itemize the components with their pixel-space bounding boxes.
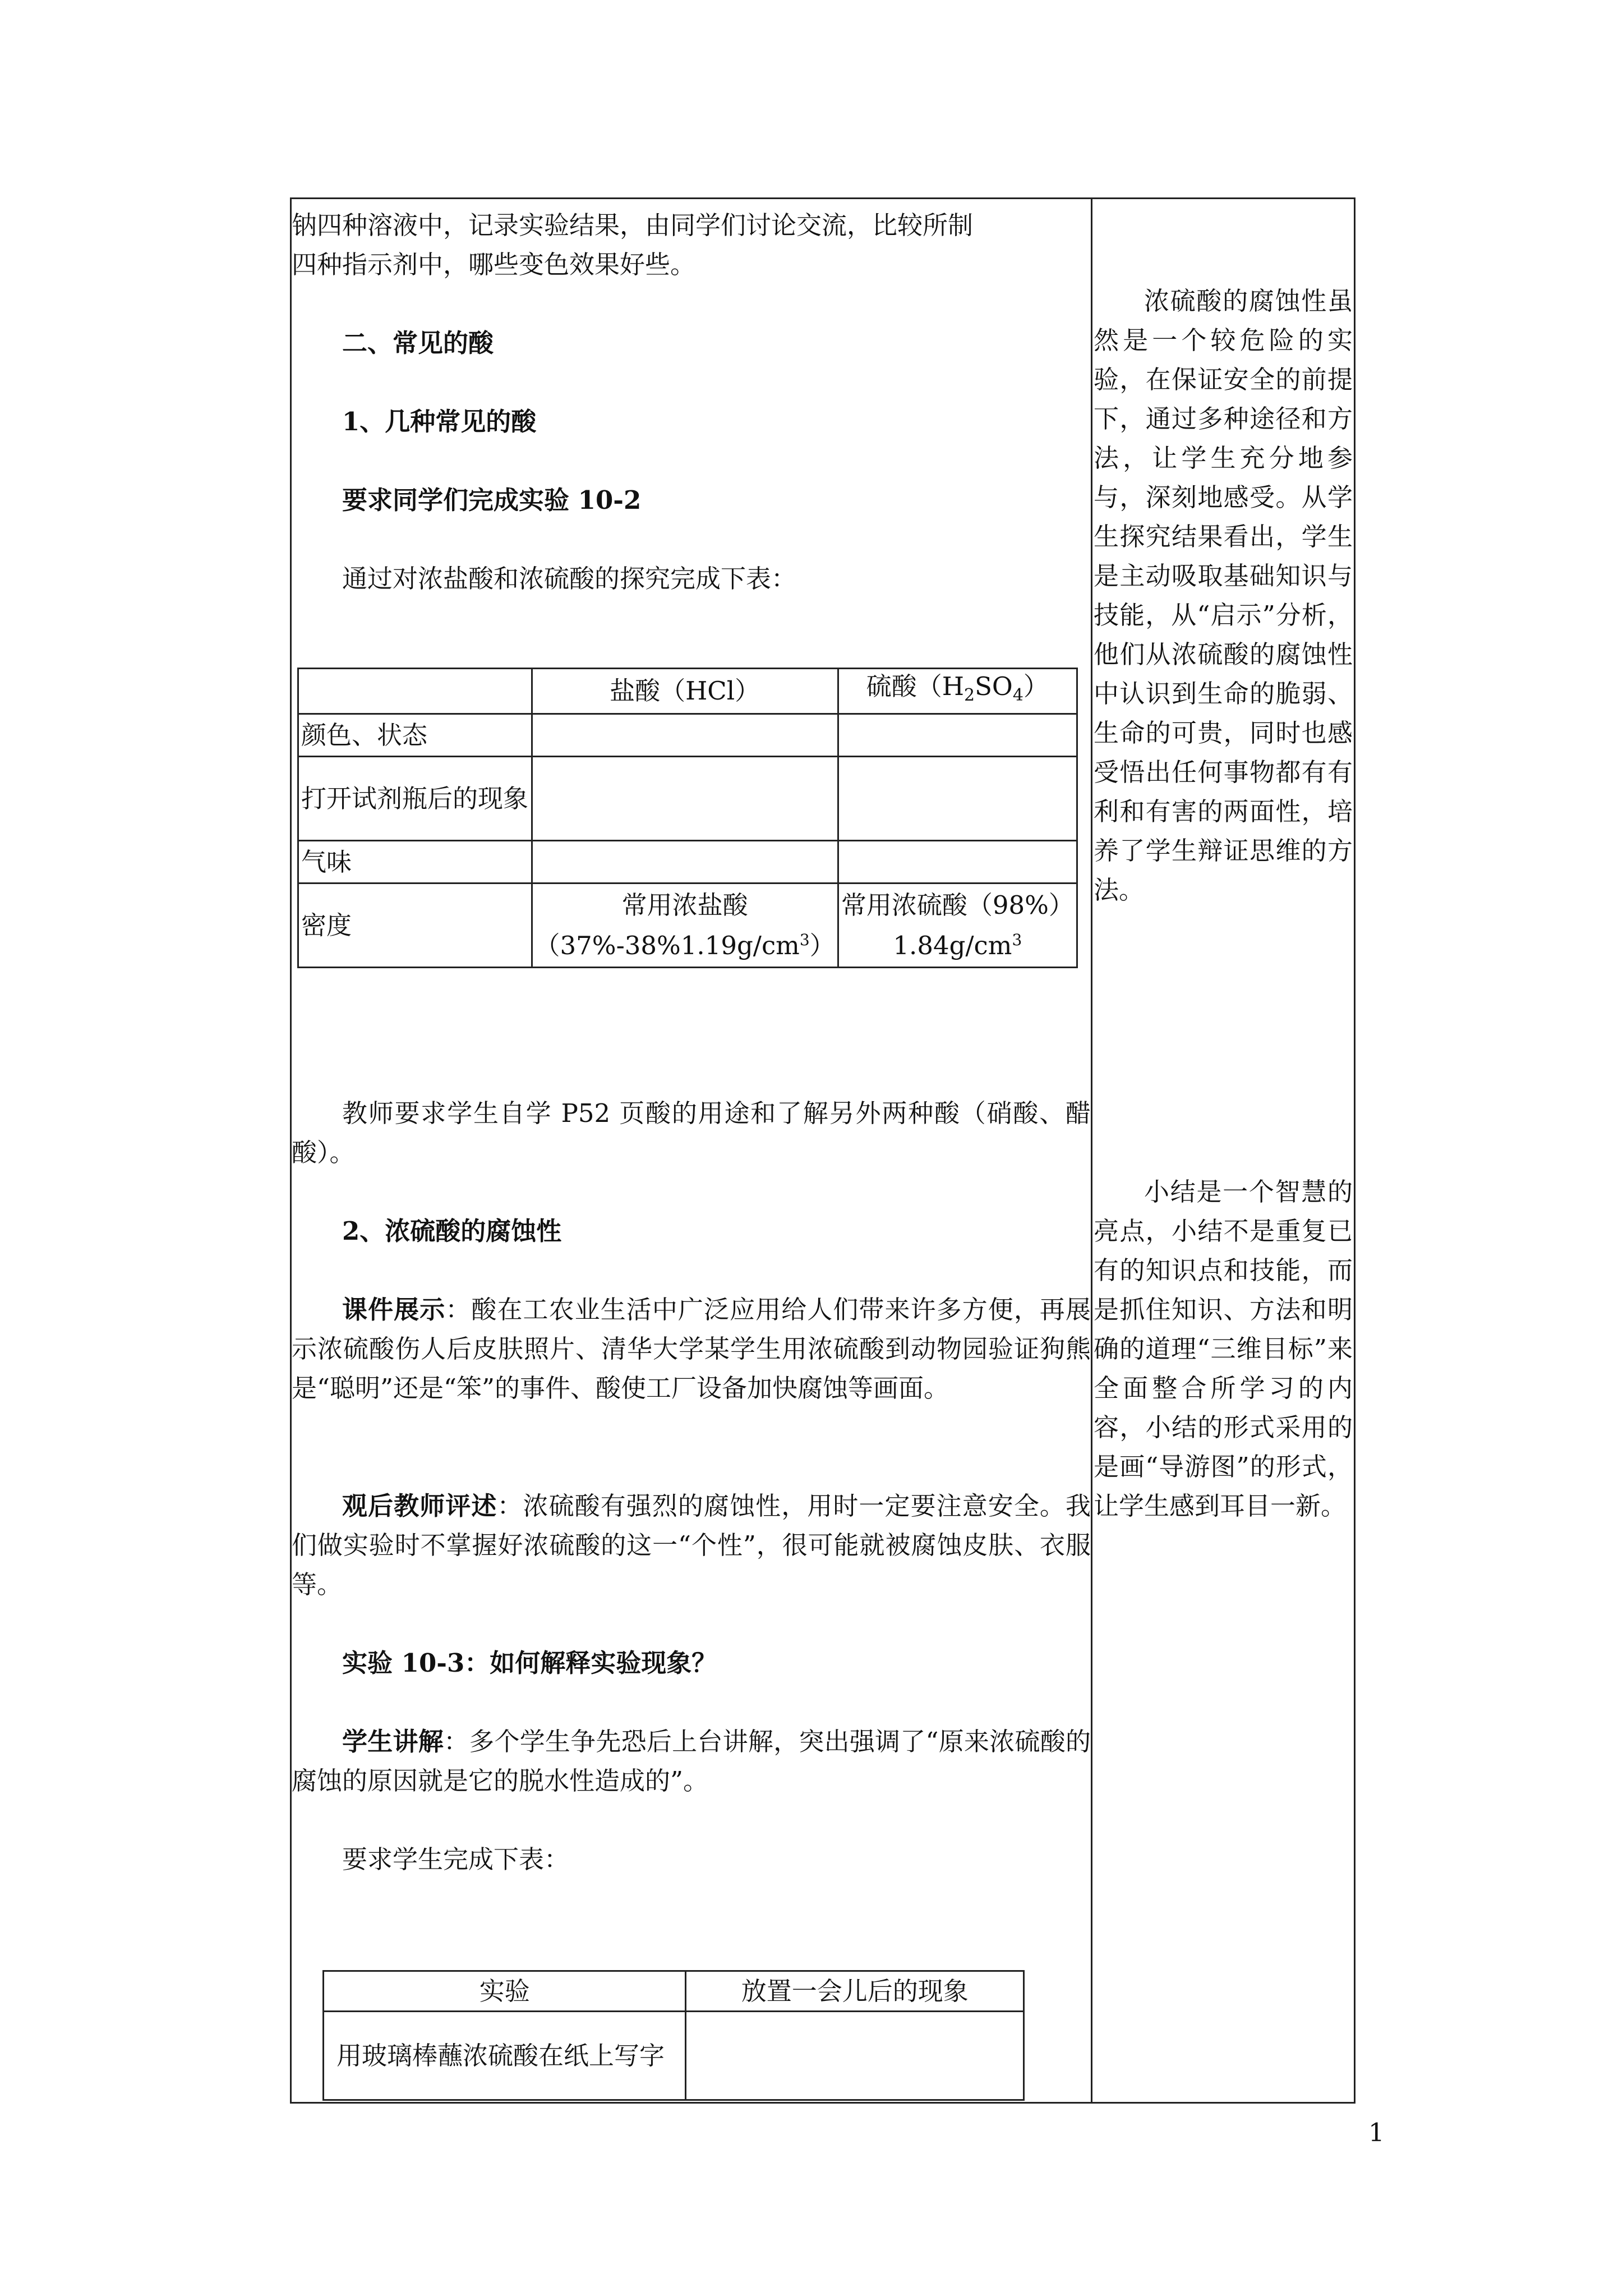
teacher-comment-paragraph: 观后教师评述：浓硫酸有强烈的腐蚀性，用时一定要注意安全。我们做实验时不掌握好浓硫酸的这一“个性”，很可能就被腐蚀皮肤、衣服等。 [292, 1491, 1091, 1599]
table-cell-empty [838, 757, 1077, 841]
table-row [298, 669, 1077, 714]
subsection-corrosiveness: 2、浓硫酸的腐蚀性 [342, 1216, 562, 1246]
experiment-10-3: 实验 10-3：如何解释实验现象？ [342, 1648, 717, 1678]
courseware-paragraph: 课件展示：酸在工农业生活中广泛应用给人们带来许多方便，再展示浓硫酸伤人后皮肤照片、清华大学某学生用浓硫酸到动物园验证狗熊是“聪明”还是“笨”的事件、酸使工厂设备加快腐蚀等画面。 [292, 1295, 1091, 1403]
subsection-common-acids: 1、几种常见的酸 [342, 407, 537, 436]
experiment-table [322, 1970, 1025, 2101]
intro-line-2: 四种指示剂中，哪些变色效果好些。 [292, 250, 696, 279]
header-h2so4: 硫酸$(H_2SO_4)$ [838, 669, 1077, 714]
table-row [298, 757, 1077, 841]
table-row [298, 714, 1077, 757]
table-cell-empty [838, 841, 1077, 884]
table-cell-empty [298, 669, 532, 714]
table-row [324, 2012, 1024, 2100]
table-row [324, 1971, 1024, 2012]
h2so4-density: 常用浓硫酸（98%） $1.84g/cm^3$ [838, 884, 1077, 968]
table-cell-empty [532, 714, 838, 757]
table-cell-empty [532, 757, 838, 841]
experiment-writing: 用玻璃棒蘸浓硫酸在纸上写字 [324, 2012, 686, 2100]
table-intro: 通过对浓盐酸和浓硫酸的探究完成下表： [342, 564, 797, 593]
page-number: 1 [1368, 2118, 1385, 2147]
header-experiment: 实验 [324, 1971, 686, 2012]
acid-comparison-table [297, 668, 1078, 968]
row-label-density: 密度 [298, 884, 532, 968]
table-cell-empty [838, 714, 1077, 757]
side-note-corrosion: 浓硫酸的腐蚀性虽然是一个较危险的实验，在保证安全的前提下，通过多种途径和方法，让学生充分地参与，深刻地感受。从学生探究结果看出，学生是主动吸取基础知识与技能，从“启示”分析，他们从浓硫酸的腐蚀性中认识到生命的脆弱、生命的可贵，同时也感受悟出任何事物都有有利和有害的两面性，培养了学生辩证思维的方法。 [1094, 286, 1353, 905]
column-divider [1091, 197, 1092, 2104]
hcl-density: 常用浓盐酸 $(37\%-38\%1.19g/cm^3)$ [532, 884, 838, 968]
intro-line-1: 钠四种溶液中，记录实验结果，由同学们讨论交流，比较所制 [292, 210, 974, 240]
self-study-paragraph: 教师要求学生自学 P52 页酸的用途和了解另外两种酸（硝酸、醋酸）。 [292, 1098, 1091, 1167]
row-label-color: 颜色、状态 [298, 714, 532, 757]
side-note-summary: 小结是一个智慧的亮点，小结不是重复已有的知识点和技能，而是抓住知识、方法和明确的道理“三维目标”来全面整合所学习的内容，小结的形式采用的是画“导游图”的形式，让学生感到耳目一新。 [1094, 1177, 1353, 1521]
section-title: 二、常见的酸 [342, 328, 494, 358]
table-row [298, 884, 1077, 968]
header-hcl: 盐酸（HCl） [532, 669, 838, 714]
table-row [298, 841, 1077, 884]
table-cell-empty [686, 2012, 1024, 2100]
row-label-smell: 气味 [298, 841, 532, 884]
student-explain-paragraph: 学生讲解：多个学生争先恐后上台讲解，突出强调了“原来浓硫酸的腐蚀的原因就是它的脱水性造成的”。 [292, 1727, 1091, 1796]
table2-intro: 要求学生完成下表： [342, 1844, 570, 1874]
header-phenomenon: 放置一会儿后的现象 [686, 1971, 1024, 2012]
table-cell-empty [532, 841, 838, 884]
row-label-open: 打开试剂瓶后的现象 [298, 757, 532, 841]
experiment-request: 要求同学们完成实验 10-2 [342, 485, 642, 515]
